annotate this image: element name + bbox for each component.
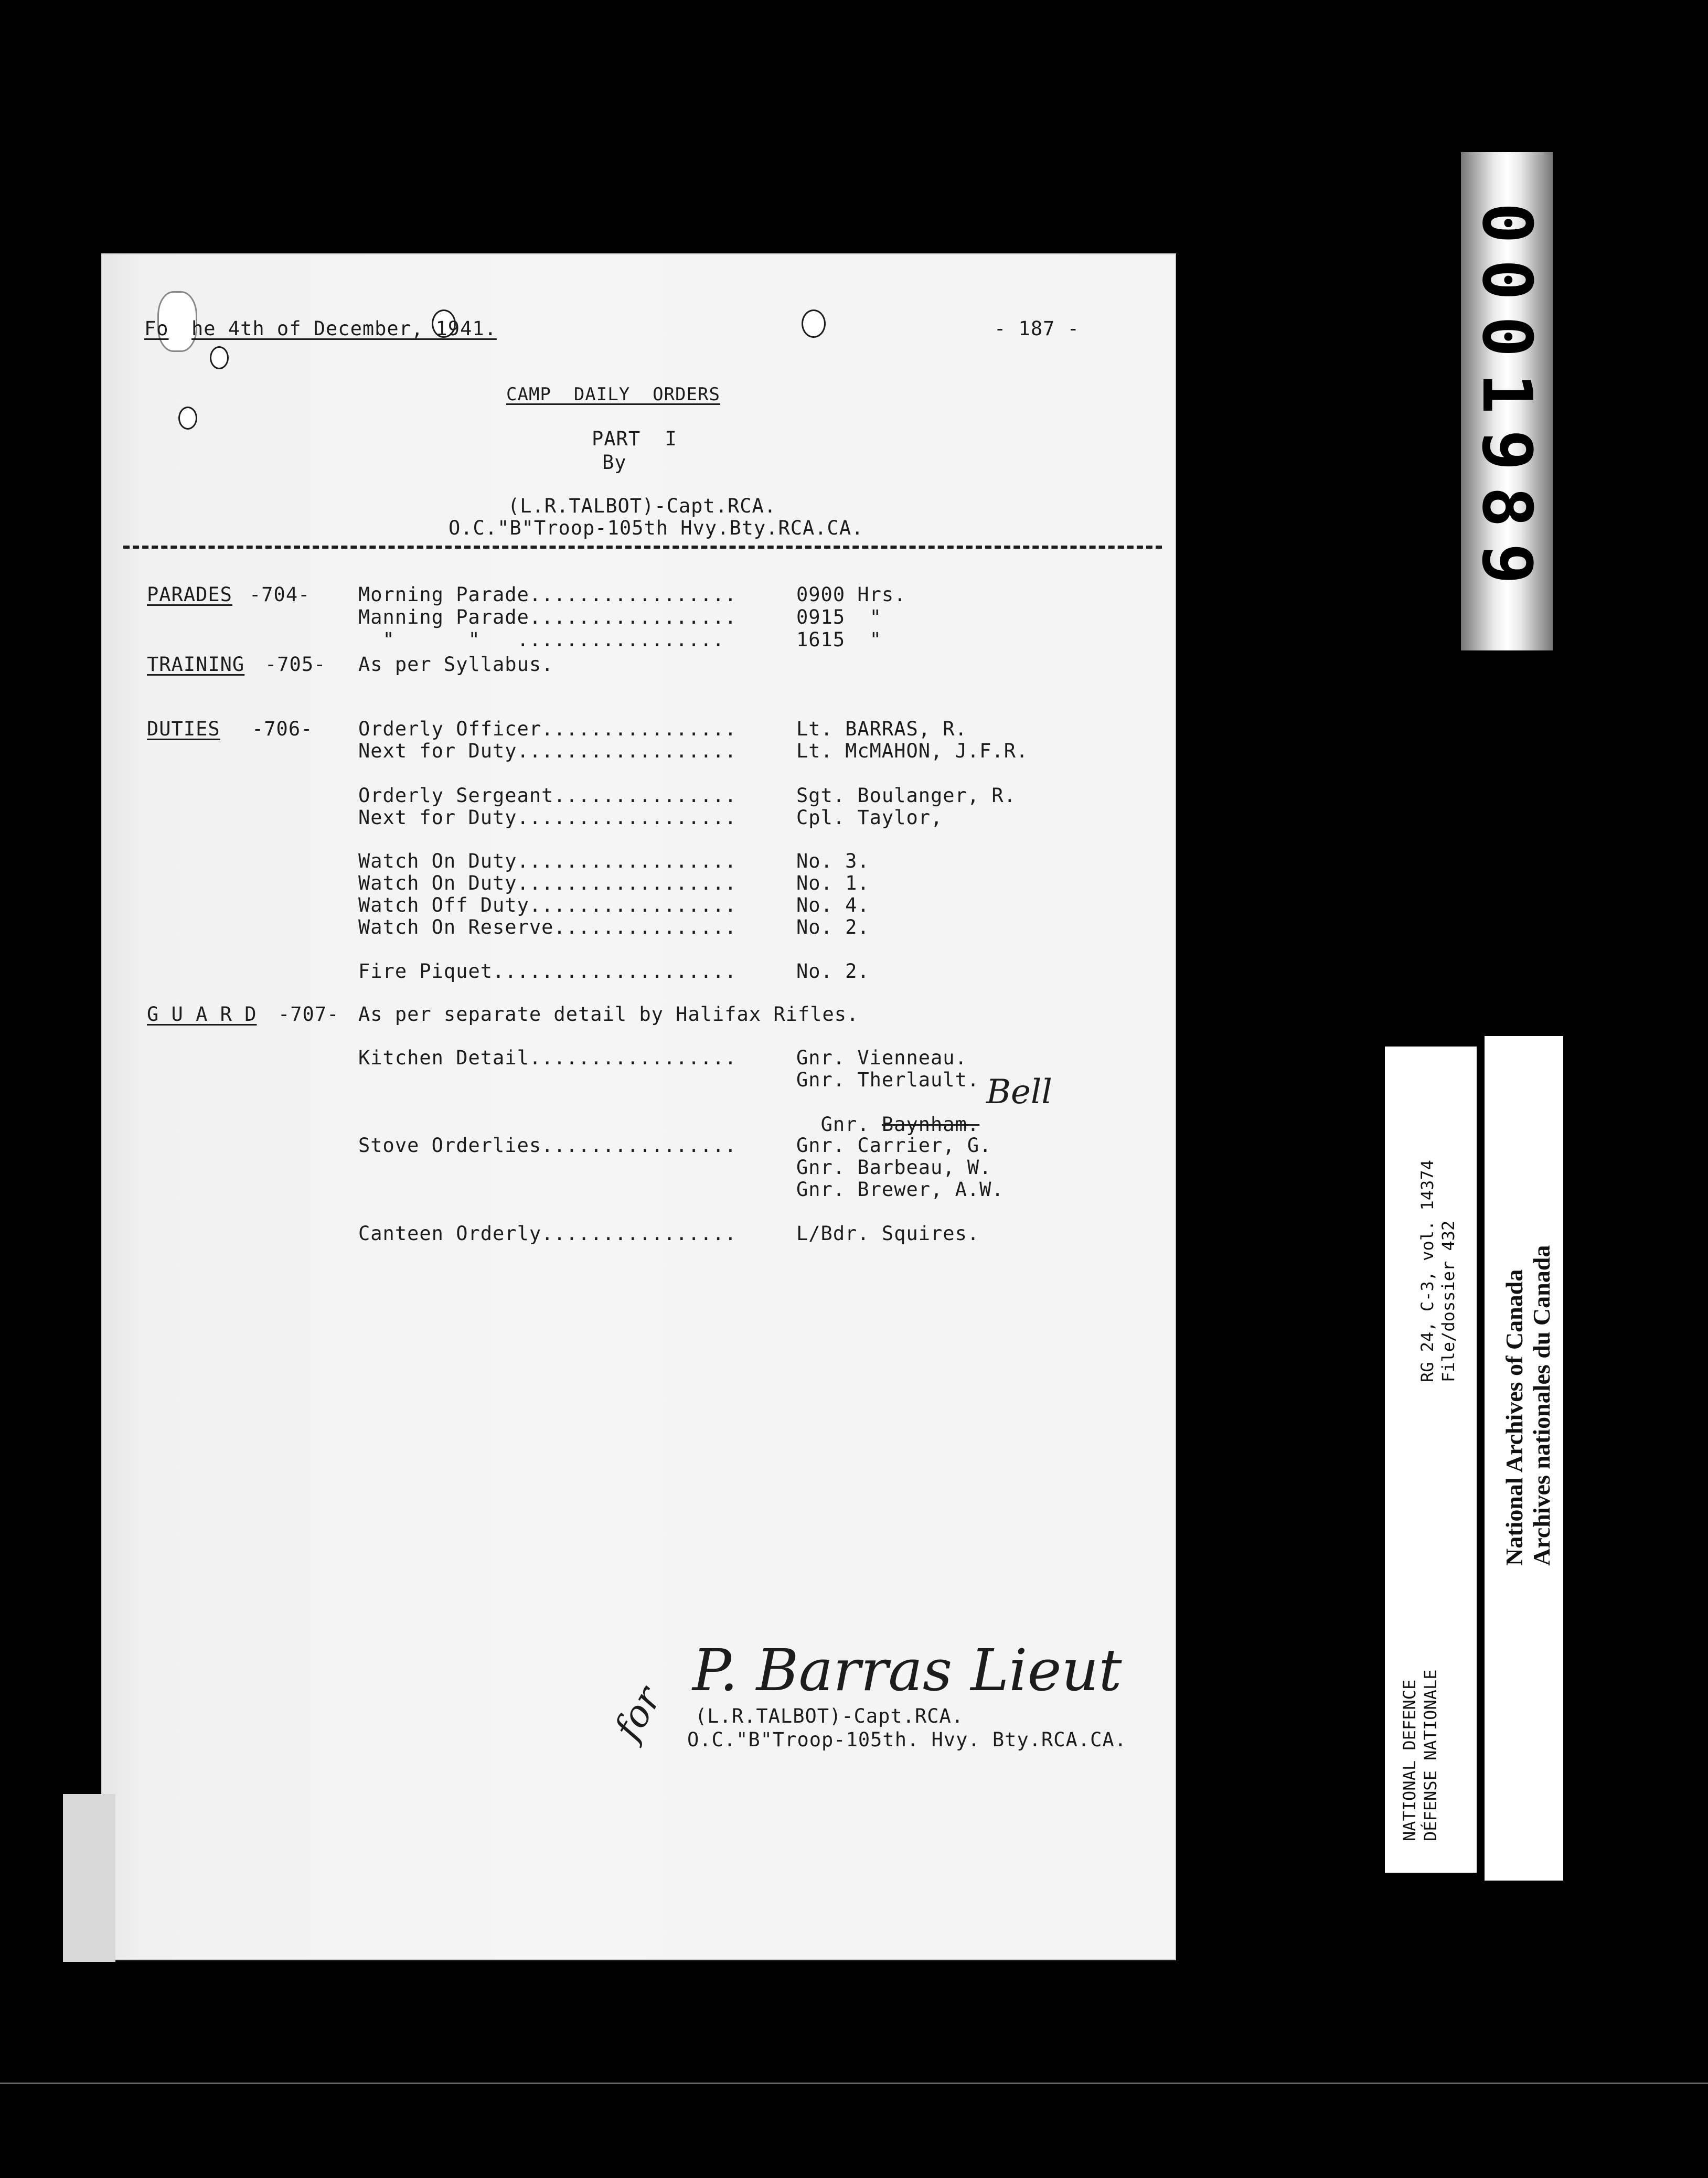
entry-item: Kitchen Detail................. [358, 1047, 737, 1069]
punch-hole [802, 309, 826, 338]
entry-item: Manning Parade................. [358, 606, 737, 628]
order-number: -706- [252, 718, 313, 740]
entry-item: Watch On Duty.................. [358, 850, 737, 872]
separator-line [123, 546, 1162, 549]
section-heading-parades: PARADES [147, 583, 232, 606]
issuing-unit: O.C."B"Troop-105th Hvy.Bty.RCA.CA. [449, 517, 864, 539]
entry-value: No. 4. [796, 894, 870, 916]
order-number: -704- [249, 583, 311, 606]
entry-item: Fire Piquet.................... [358, 960, 737, 983]
entry-value: No. 2. [796, 916, 870, 938]
bottom-rule [0, 2083, 1708, 2084]
entry-value: Lt. McMAHON, J.F.R. [796, 740, 1029, 762]
entry-item: Morning Parade................. [358, 583, 737, 606]
entry-item: Orderly Officer................ [358, 718, 737, 740]
entry-value: No. 3. [796, 850, 870, 872]
handwritten-for: for [605, 1679, 670, 1747]
page-edge [63, 1794, 115, 1962]
handwritten-correction: Bell [986, 1073, 1052, 1112]
entry-item: Watch Off Duty................. [358, 894, 737, 916]
reference-line2: File/dossier 432 [1438, 1220, 1458, 1382]
punch-hole [178, 407, 197, 430]
date-line: he 4th of December, 1941. [191, 317, 497, 340]
reference-line1: RG 24, C-3, vol. 14374 [1417, 1160, 1437, 1382]
entry-value: L/Bdr. Squires. [796, 1222, 980, 1245]
reference-label [1385, 1047, 1477, 1873]
entry-item: " " ................. [358, 628, 725, 651]
entry-item: Orderly Sergeant............... [358, 784, 737, 807]
department-fr: DÉFENSE NATIONALE [1421, 1669, 1440, 1841]
frame-number: 0001989 [1467, 202, 1547, 600]
training-text: As per Syllabus. [358, 653, 554, 676]
entry-value: 0900 Hrs. [796, 583, 906, 606]
entry-value: Gnr. Vienneau. [796, 1047, 967, 1069]
department-en: NATIONAL DEFENCE [1400, 1679, 1419, 1841]
archives-en: National Archives of Canada [1501, 1269, 1528, 1566]
document-title: CAMP DAILY ORDERS [506, 384, 720, 405]
frame-number-stamp [1461, 152, 1553, 650]
entry-value: 0915 " [796, 606, 882, 628]
section-heading-guard: G U A R D [147, 1003, 257, 1026]
entry-value: Gnr. Barbeau, W. [796, 1156, 992, 1179]
part-heading: PART I [592, 428, 677, 450]
entry-item: Next for Duty.................. [358, 806, 737, 829]
guard-text: As per separate detail by Halifax Rifles. [358, 1003, 859, 1026]
entry-item: Watch On Duty.................. [358, 872, 737, 894]
order-number: -707- [278, 1003, 339, 1026]
entry-value: Gnr. Brewer, A.W. [796, 1178, 1004, 1201]
order-number: -705- [265, 653, 326, 676]
entry-value: Sgt. Boulanger, R. [796, 784, 1016, 807]
signatory-unit: O.C."B"Troop-105th. Hvy. Bty.RCA.CA. [687, 1728, 1127, 1751]
entry-value: No. 2. [796, 960, 870, 983]
entry-value: Gnr. Therlault. [796, 1069, 980, 1091]
issuing-officer: (L.R.TALBOT)-Capt.RCA. [508, 495, 777, 517]
entry-value: Gnr. Carrier, G. [796, 1134, 992, 1157]
handwritten-signature: P. Barras Lieut [692, 1637, 1122, 1704]
archives-label [1485, 1036, 1563, 1881]
date-prefix: Fo [144, 317, 169, 340]
entry-value: Cpl. Taylor, [796, 806, 943, 829]
archives-fr: Archives nationales du Canada [1528, 1245, 1555, 1566]
page-number: - 187 - [994, 317, 1080, 340]
section-heading-training: TRAINING [147, 653, 245, 676]
rank-prefix: Gnr. [820, 1113, 882, 1136]
struck-name: Baynham. [881, 1113, 980, 1136]
by-line: By [602, 451, 627, 474]
entry-item: Canteen Orderly................ [358, 1222, 737, 1245]
entry-item: Watch On Reserve............... [358, 916, 737, 938]
entry-value: 1615 " [796, 628, 882, 651]
signatory-name: (L.R.TALBOT)-Capt.RCA. [695, 1705, 964, 1727]
entry-item: Stove Orderlies................ [358, 1134, 737, 1157]
entry-value [796, 1091, 979, 1136]
punch-hole [210, 346, 229, 369]
entry-item: Next for Duty.................. [358, 740, 737, 762]
entry-value: No. 1. [796, 872, 870, 894]
entry-value: Lt. BARRAS, R. [796, 718, 967, 740]
section-heading-duties: DUTIES [147, 718, 220, 740]
